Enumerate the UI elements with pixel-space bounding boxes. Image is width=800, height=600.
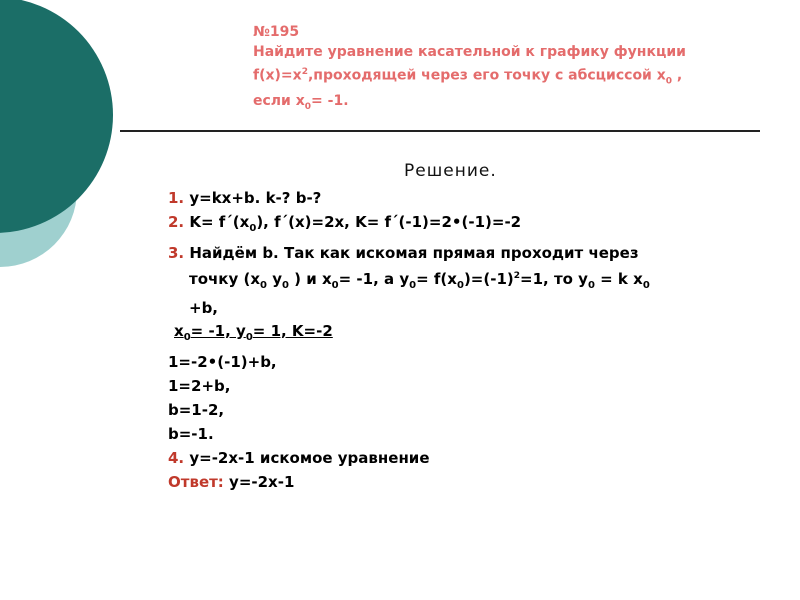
step-1: 1. у=kх+b. k-? b-? <box>168 189 322 207</box>
dark-teal-circle <box>0 0 113 233</box>
calc-line: 1=2+b, <box>168 377 231 395</box>
calc-line: 1=-2•(-1)+b, <box>168 353 277 371</box>
calc-line: b=-1. <box>168 425 214 443</box>
step-2: 2. $K= f´(x_0)$, f´(x)=2x, K= f´(-1)=2•(-1)=-2 <box>168 213 522 234</box>
task-title <box>253 22 773 117</box>
task-text-line: если $х_0= -1$. <box>253 93 349 113</box>
divider-line <box>120 130 760 132</box>
task-number: №195 <box>253 24 300 40</box>
step-4: 4. у=-2х-1 искомое уравнение <box>168 449 430 467</box>
answer: Ответ: у=-2х-1 <box>168 473 295 491</box>
given-values: $х_0= -1$, $у_0= 1$, K=-2 <box>174 322 333 343</box>
step-3: 3. Найдём b. Так как искомая прямая проходит через точку ($х_0$ $у_0$ ) и $х_0= -1$, а $у_0= f(x_0)=(-1)^2=1$, то $у_0 = k$ $х_0$ +b, <box>168 244 650 317</box>
calc-line: b=1-2, <box>168 401 225 419</box>
light-teal-circle <box>0 113 77 267</box>
task-text-line: Найдите уравнение касательной к графику функции <box>253 44 686 60</box>
solution-heading: Решение. <box>404 161 497 181</box>
task-text-line: $f(x)=x^2,проходящей$ через его точку с абсциссой $х_0$ , <box>253 67 683 87</box>
solution-body <box>168 186 768 494</box>
